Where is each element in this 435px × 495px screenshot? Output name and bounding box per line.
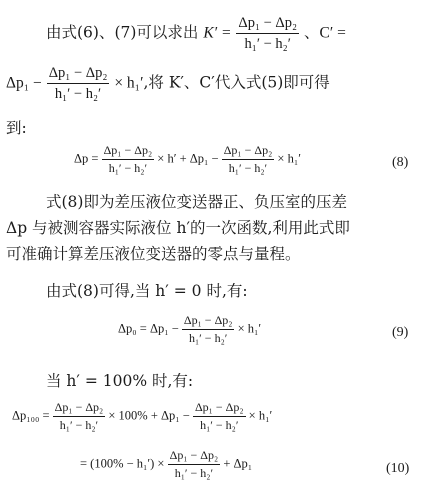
c-prime-denominator: h₁′ − h₂′ xyxy=(54,86,102,102)
eq10-fraction-1 xyxy=(53,400,106,433)
eq10-line2-post: + Δp₁ xyxy=(223,456,253,471)
equation-8 xyxy=(74,143,301,176)
paragraph-4: 当 h′ = 100% 时,有: xyxy=(46,372,194,390)
eq8-middle: × h′ + Δp₁ − xyxy=(157,151,219,166)
eq8-numerator-2: Δp₁ − Δp₂ xyxy=(222,143,275,160)
eq10-fraction-2 xyxy=(193,400,246,433)
k-prime-lhs: K′ = xyxy=(203,24,232,42)
eq9-denominator: h₁′ − h₂′ xyxy=(189,331,228,345)
c-prime-fraction xyxy=(47,64,110,103)
eq10-numerator-1: Δp₁ − Δp₂ xyxy=(53,400,106,417)
eq10-numerator-2: Δp₁ − Δp₂ xyxy=(193,400,246,417)
equation-10-number: (10) xyxy=(386,461,410,476)
paragraph-1-line-2 xyxy=(6,64,330,103)
eq9-fraction xyxy=(182,313,235,346)
eq10-lhs: Δp₁₀₀ = xyxy=(12,408,50,423)
eq8-lhs: Δp = xyxy=(74,151,99,166)
eq10-post: × h₁′ xyxy=(248,408,273,423)
paragraph-2-line-3: 可准确计算差压液位变送器的零点与量程。 xyxy=(6,245,301,263)
p1-lead: 由式(6)、(7)可以求出 xyxy=(46,23,199,42)
eq10-line2-pre: = (100% − h₁′) × xyxy=(80,456,165,471)
eq9-numerator: Δp₁ − Δp₂ xyxy=(182,313,235,330)
equation-9-number: (9) xyxy=(392,325,409,340)
k-prime-fraction xyxy=(236,14,299,53)
c-prime-lhs: 、C′ = xyxy=(304,24,346,42)
c-prime-numerator: Δp₁ − Δp₂ xyxy=(47,64,110,84)
eq10-middle: × 100% + Δp₁ − xyxy=(108,408,190,423)
c-prime-pre: Δp₁ − xyxy=(6,74,42,92)
paragraph-1-line-1 xyxy=(46,14,346,53)
k-prime-numerator: Δp₁ − Δp₂ xyxy=(236,14,299,34)
eq9-post: × h₁′ xyxy=(237,321,262,336)
eq10-fraction-3 xyxy=(168,448,221,481)
paragraph-2-line-2: Δp 与被测容器实际液位 h′的一次函数,利用此式即 xyxy=(6,219,350,237)
equation-8-number: (8) xyxy=(392,155,409,170)
eq8-numerator-1: Δp₁ − Δp₂ xyxy=(102,143,155,160)
paragraph-1-line-3 xyxy=(6,118,27,138)
paragraph-3: 由式(8)可得,当 h′ = 0 时,有: xyxy=(46,282,248,300)
equation-9 xyxy=(118,313,261,346)
eq8-fraction-2 xyxy=(222,143,275,176)
eq9-lhs: Δp₀ = Δp₁ − xyxy=(118,321,179,336)
equation-10-line-2 xyxy=(80,448,252,481)
eq8-denominator-2: h₁′ − h₂′ xyxy=(228,161,268,175)
eq10-denominator-1: h₁′ − h₂′ xyxy=(59,418,99,432)
c-prime-post: × h₁′ xyxy=(114,74,144,92)
p1-tail: ,将 K′、C′代入式(5)即可得 xyxy=(143,73,330,92)
eq8-denominator-1: h₁′ − h₂′ xyxy=(108,161,148,175)
eq10-denominator-3: h₁′ − h₂′ xyxy=(174,466,214,480)
eq10-denominator-2: h₁′ − h₂′ xyxy=(200,418,239,432)
p1-end: 到: xyxy=(6,119,27,137)
eq8-fraction-1 xyxy=(102,143,155,176)
eq8-post: × h₁′ xyxy=(277,151,301,166)
eq10-numerator-3: Δp₁ − Δp₂ xyxy=(168,448,221,465)
paragraph-2-line-1: 式(8)即为差压液位变送器正、负压室的压差 xyxy=(46,193,347,211)
k-prime-denominator: h₁′ − h₂′ xyxy=(244,36,291,52)
equation-10-line-1 xyxy=(12,400,272,433)
